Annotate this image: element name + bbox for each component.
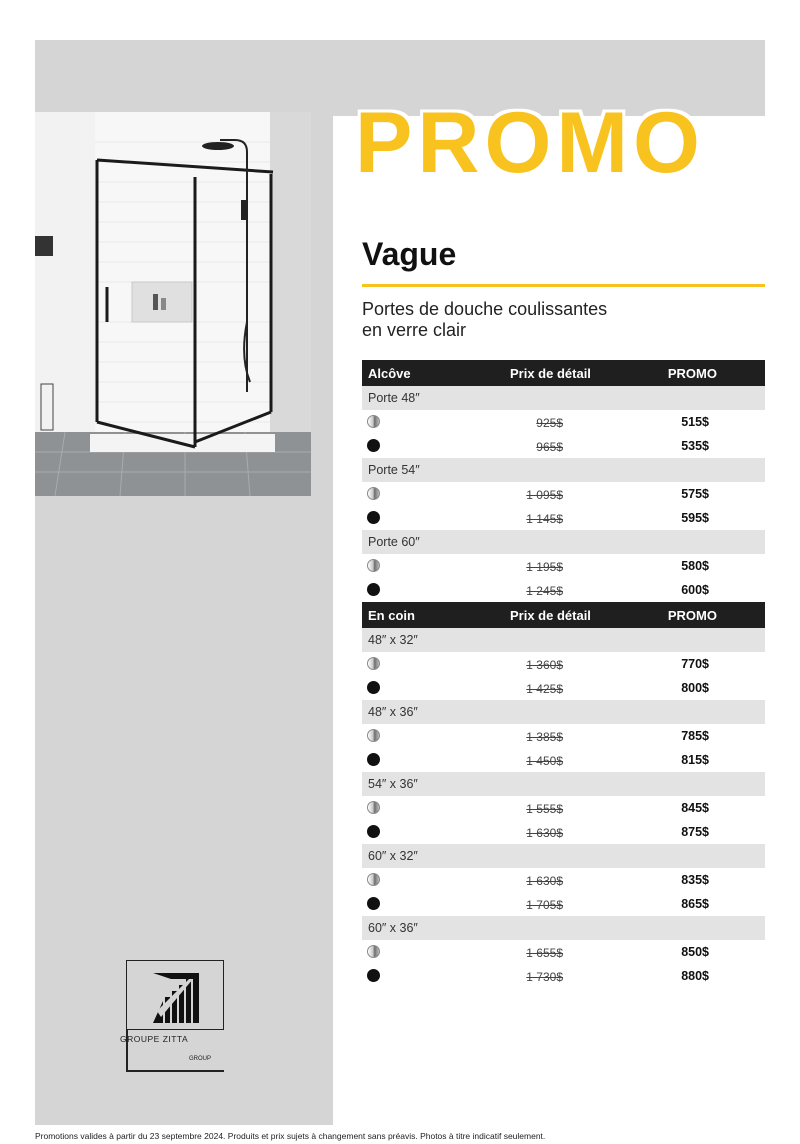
black-swatch-icon <box>367 681 380 694</box>
table-row <box>362 820 765 844</box>
black-swatch-icon <box>367 825 380 838</box>
logo-subtitle: GROUP <box>189 1056 212 1062</box>
group-label: 60″ x 36″ <box>362 916 765 940</box>
chrome-swatch-icon <box>367 657 380 670</box>
table-row <box>362 892 765 916</box>
group-label: 48″ x 36″ <box>362 700 765 724</box>
table-row <box>362 796 765 820</box>
retail-price: 1 425$ <box>526 682 563 696</box>
retail-price: 1 095$ <box>526 488 563 502</box>
retail-price: 1 360$ <box>526 658 563 672</box>
promo-title: PROMO <box>355 95 705 191</box>
promo-price: 875$ <box>681 825 709 839</box>
retail-price: 1 555$ <box>526 802 563 816</box>
retail-price: 1 630$ <box>526 826 563 840</box>
black-swatch-icon <box>367 439 380 452</box>
chrome-swatch-icon <box>367 801 380 814</box>
table-row <box>362 652 765 676</box>
promo-price: 880$ <box>681 969 709 983</box>
chrome-swatch-icon <box>367 873 380 886</box>
column-promo: PROMO <box>667 366 717 381</box>
chrome-swatch-icon <box>367 945 380 958</box>
table-header-corner <box>362 602 765 628</box>
retail-price: 925$ <box>536 416 563 430</box>
table-row <box>362 676 765 700</box>
black-swatch-icon <box>367 969 380 982</box>
promo-price: 785$ <box>681 729 709 743</box>
group-label: 48″ x 32″ <box>362 628 765 652</box>
column-category: Alcôve <box>368 366 411 381</box>
promo-price: 535$ <box>681 439 709 453</box>
retail-price: 1 630$ <box>526 874 563 888</box>
table-row <box>362 506 765 530</box>
retail-price: 1 705$ <box>526 898 563 912</box>
black-swatch-icon <box>367 753 380 766</box>
table-row <box>362 410 765 434</box>
product-name: Vague <box>362 236 457 272</box>
promo-price: 835$ <box>681 873 709 887</box>
retail-price: 1 385$ <box>526 730 563 744</box>
group-label: 60″ x 32″ <box>362 844 765 868</box>
price-table <box>362 360 765 988</box>
retail-price: 965$ <box>536 440 563 454</box>
table-row <box>362 748 765 772</box>
retail-price: 1 245$ <box>526 584 563 598</box>
promo-price: 600$ <box>681 583 709 597</box>
promo-price: 770$ <box>681 657 709 671</box>
title-underline <box>362 284 765 287</box>
group-label: Porte 54″ <box>362 458 765 482</box>
column-retail: Prix de détail <box>510 366 591 381</box>
chrome-swatch-icon <box>367 487 380 500</box>
logo-name: GROUPE ZITTA <box>120 1034 189 1044</box>
table-row <box>362 578 765 602</box>
retail-price: 1 450$ <box>526 754 563 768</box>
promo-price: 850$ <box>681 945 709 959</box>
column-category: En coin <box>368 608 415 623</box>
black-swatch-icon <box>367 583 380 596</box>
promo-price: 865$ <box>681 897 709 911</box>
promo-price: 515$ <box>681 415 709 429</box>
zitta-logo-icon <box>126 960 224 1030</box>
column-retail: Prix de détail <box>510 608 591 623</box>
table-row <box>362 434 765 458</box>
black-swatch-icon <box>367 511 380 524</box>
retail-price: 1 730$ <box>526 970 563 984</box>
table-row <box>362 964 765 988</box>
table-row <box>362 940 765 964</box>
retail-price: 1 655$ <box>526 946 563 960</box>
table-row <box>362 554 765 578</box>
promo-price: 575$ <box>681 487 709 501</box>
promo-price: 845$ <box>681 801 709 815</box>
table-row <box>362 724 765 748</box>
table-header-alcove <box>362 360 765 386</box>
chrome-swatch-icon <box>367 415 380 428</box>
table-row <box>362 482 765 506</box>
group-label: 54″ x 36″ <box>362 772 765 796</box>
retail-price: 1 195$ <box>526 560 563 574</box>
black-swatch-icon <box>367 897 380 910</box>
chrome-swatch-icon <box>367 729 380 742</box>
chrome-swatch-icon <box>367 559 380 572</box>
footer-disclaimer: Promotions valides à partir du 23 septembre 2024. Produits et prix sujets à changement sans préavis. Photos à titre indicatif seulement. <box>35 1131 546 1141</box>
promo-price: 800$ <box>681 681 709 695</box>
promo-price: 595$ <box>681 511 709 525</box>
table-row <box>362 868 765 892</box>
shower-photo <box>35 112 311 496</box>
promo-price: 580$ <box>681 559 709 573</box>
group-label: Porte 60″ <box>362 530 765 554</box>
product-description: Portes de douche coulissantes en verre clair <box>362 299 608 340</box>
retail-price: 1 145$ <box>526 512 563 526</box>
promo-price: 815$ <box>681 753 709 767</box>
group-label: Porte 48″ <box>362 386 765 410</box>
logo-frame-line <box>126 1070 224 1072</box>
column-promo: PROMO <box>667 608 717 623</box>
